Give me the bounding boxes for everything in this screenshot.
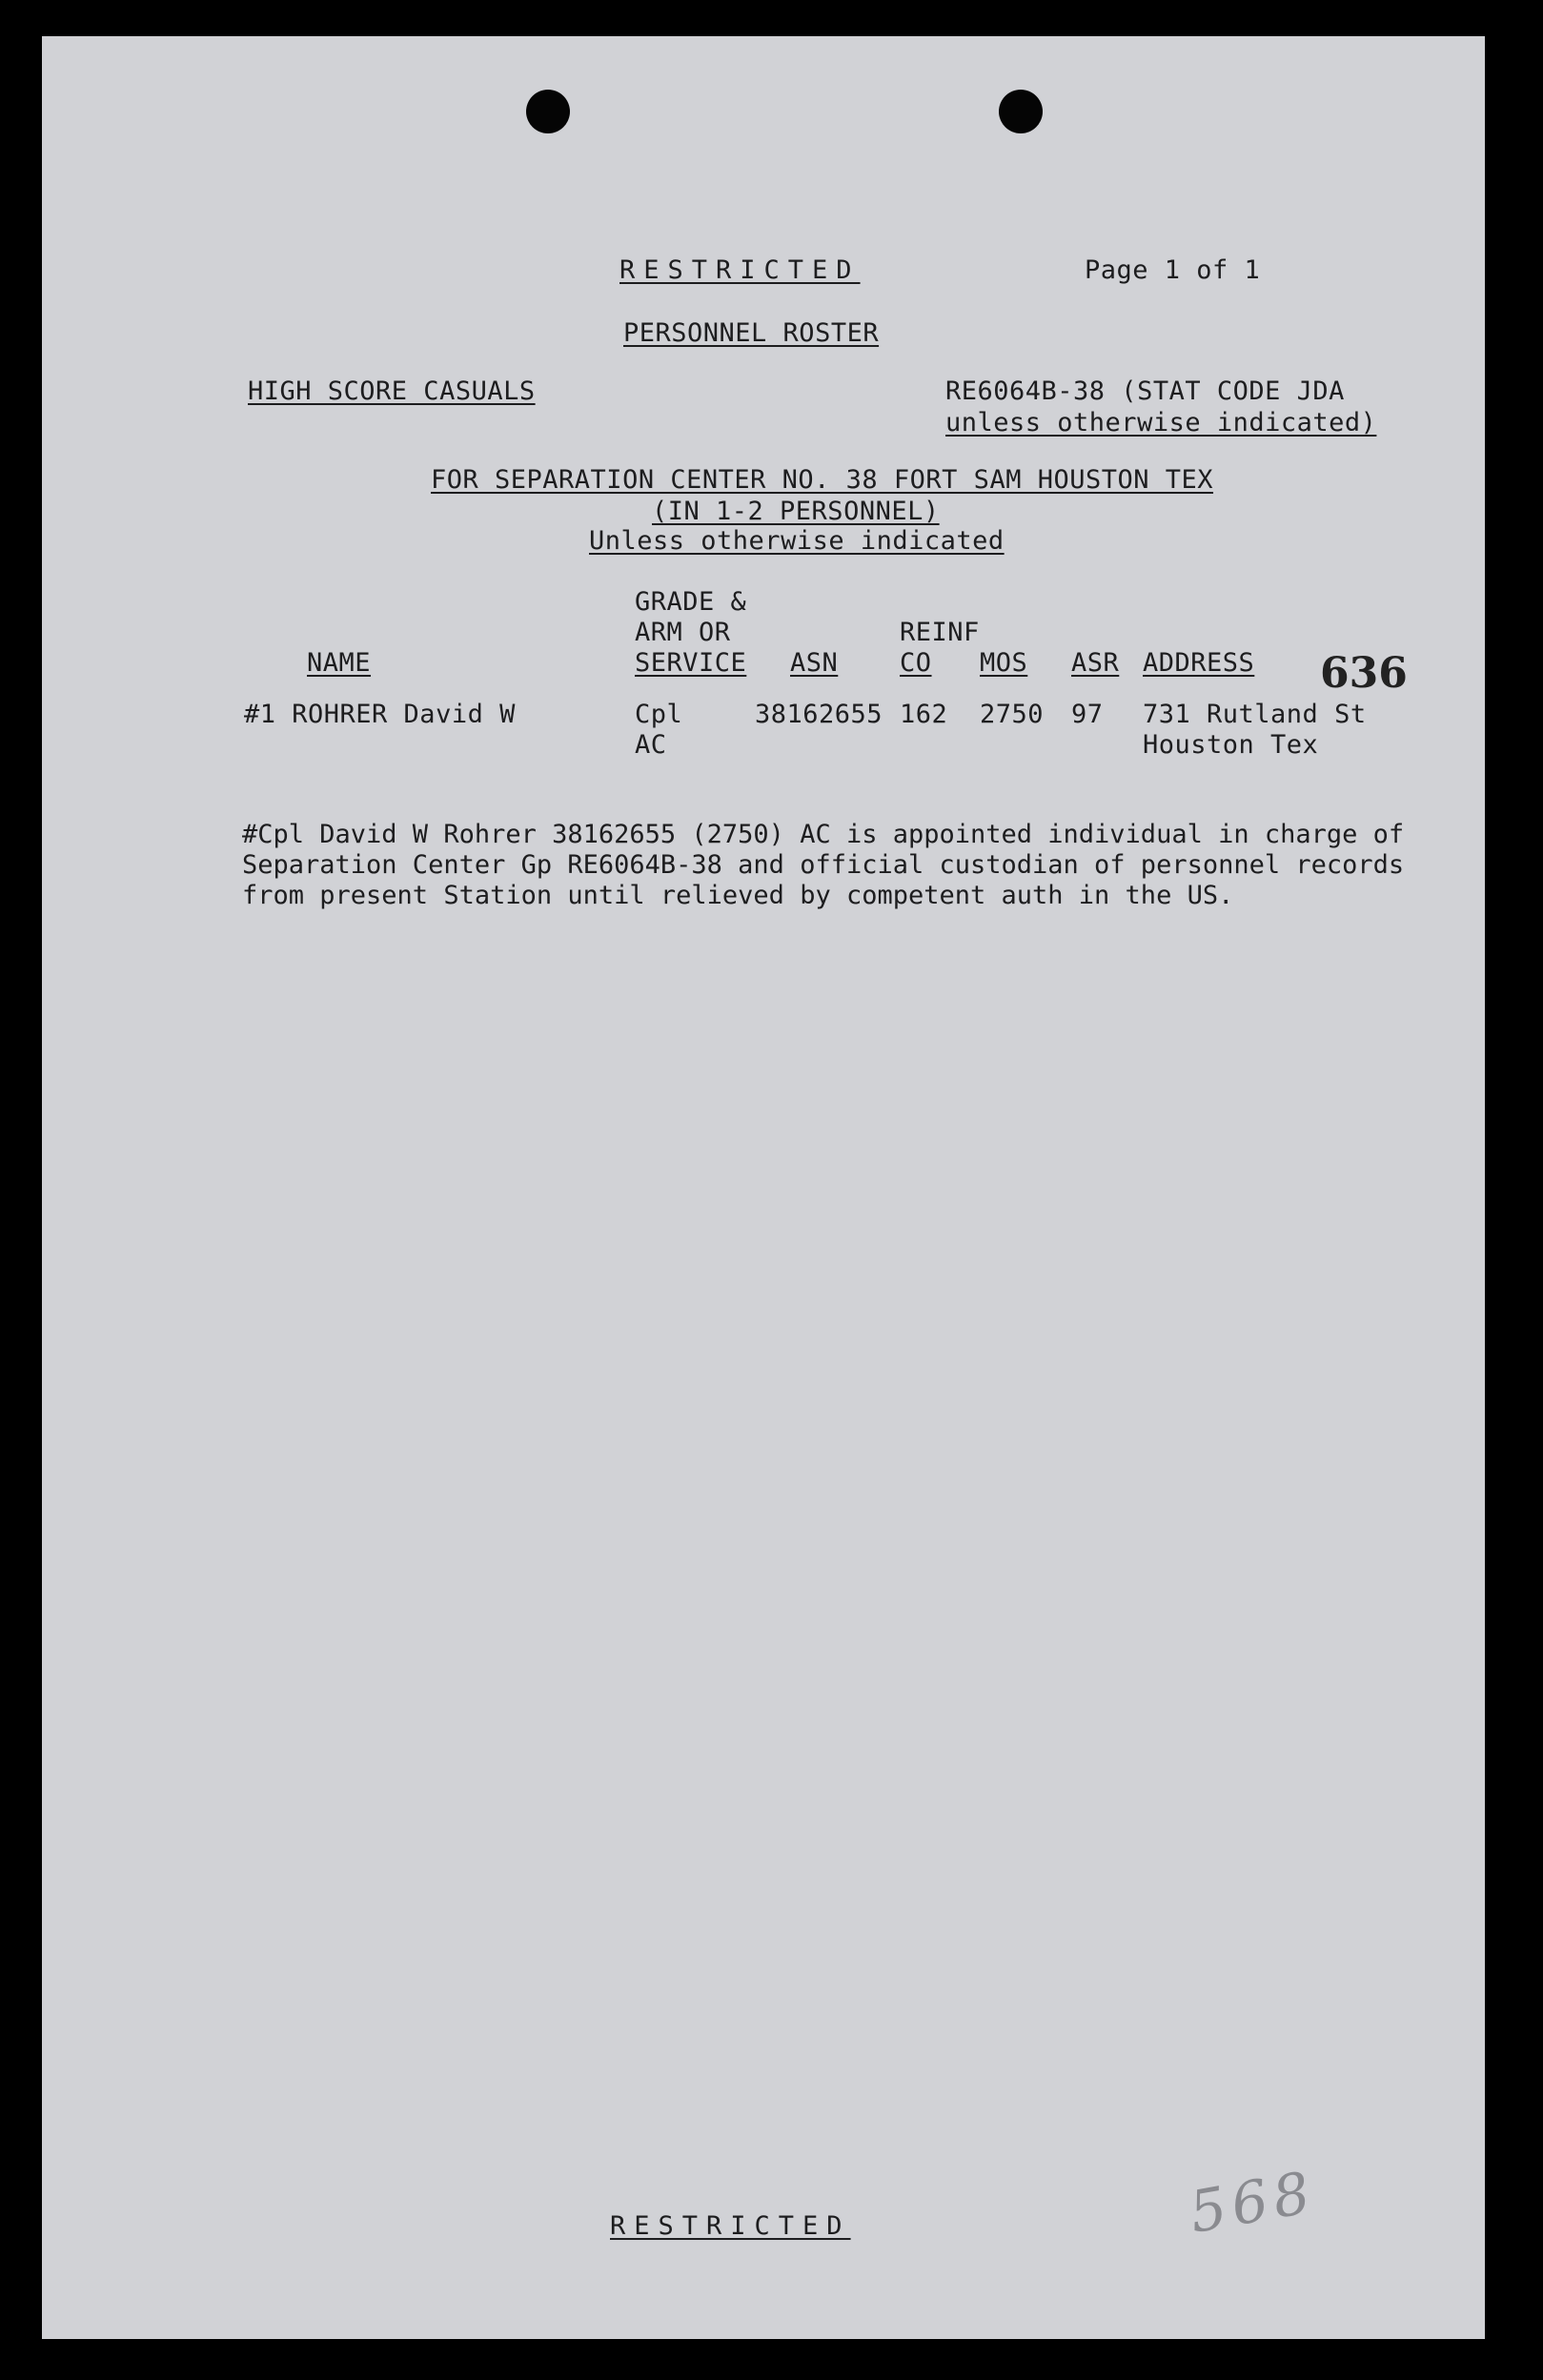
column-header-address: ADDRESS <box>1143 648 1255 678</box>
column-header-grade-line3: SERVICE <box>635 648 747 678</box>
roster-address-city-cell: Houston Tex <box>1143 730 1319 760</box>
punch-hole-left <box>526 90 570 133</box>
column-header-reinf: REINF <box>900 618 980 647</box>
pencil-annotation: 568 <box>1184 2159 1321 2247</box>
column-header-reinf-co: CO <box>900 648 932 678</box>
destination-line: FOR SEPARATION CENTER NO. 38 FORT SAM HOUSTON TEX <box>431 465 1214 495</box>
roster-mos-cell: 2750 <box>980 700 1045 729</box>
roster-title: PERSONNEL ROSTER <box>623 318 880 348</box>
roster-address-cell: 731 Rutland St <box>1143 700 1367 729</box>
roster-grade-cell: Cpl <box>635 700 683 729</box>
column-header-grade-line1: GRADE & <box>635 587 747 617</box>
column-header-grade-line2: ARM OR <box>635 618 731 647</box>
custodian-note: #Cpl David W Rohrer 38162655 (2750) AC is appointed individual in charge of Separation Center Gp RE6064B-38 and official custodian of personnel records from present Station until relieved by competent auth in the US. <box>242 820 1405 910</box>
page-indicator: Page 1 of 1 <box>1085 255 1261 285</box>
roster-asr-cell: 97 <box>1071 700 1104 729</box>
shipment-code-note: unless otherwise indicated) <box>945 408 1377 437</box>
roster-asn-cell: 38162655 <box>755 700 883 729</box>
shipment-code: RE6064B-38 (STAT CODE JDA <box>945 376 1345 406</box>
column-header-mos: MOS <box>980 648 1028 678</box>
punch-hole-right <box>999 90 1043 133</box>
roster-reinf-co-cell: 162 <box>900 700 948 729</box>
destination-qualifier: Unless otherwise indicated <box>589 526 1005 556</box>
destination-personnel-line: (IN 1-2 PERSONNEL) <box>652 497 940 526</box>
classification-header: RESTRICTED <box>619 255 861 285</box>
roster-document-page <box>42 36 1485 2339</box>
shipment-group-label: HIGH SCORE CASUALS <box>248 376 536 406</box>
column-header-asr: ASR <box>1071 648 1120 678</box>
column-header-asn: ASN <box>790 648 839 678</box>
stamped-number: 636 <box>1320 649 1408 698</box>
classification-footer: RESTRICTED <box>610 2211 851 2241</box>
roster-arm-cell: AC <box>635 730 667 760</box>
roster-name-cell: #1 ROHRER David W <box>244 700 516 729</box>
column-header-name: NAME <box>307 648 372 678</box>
